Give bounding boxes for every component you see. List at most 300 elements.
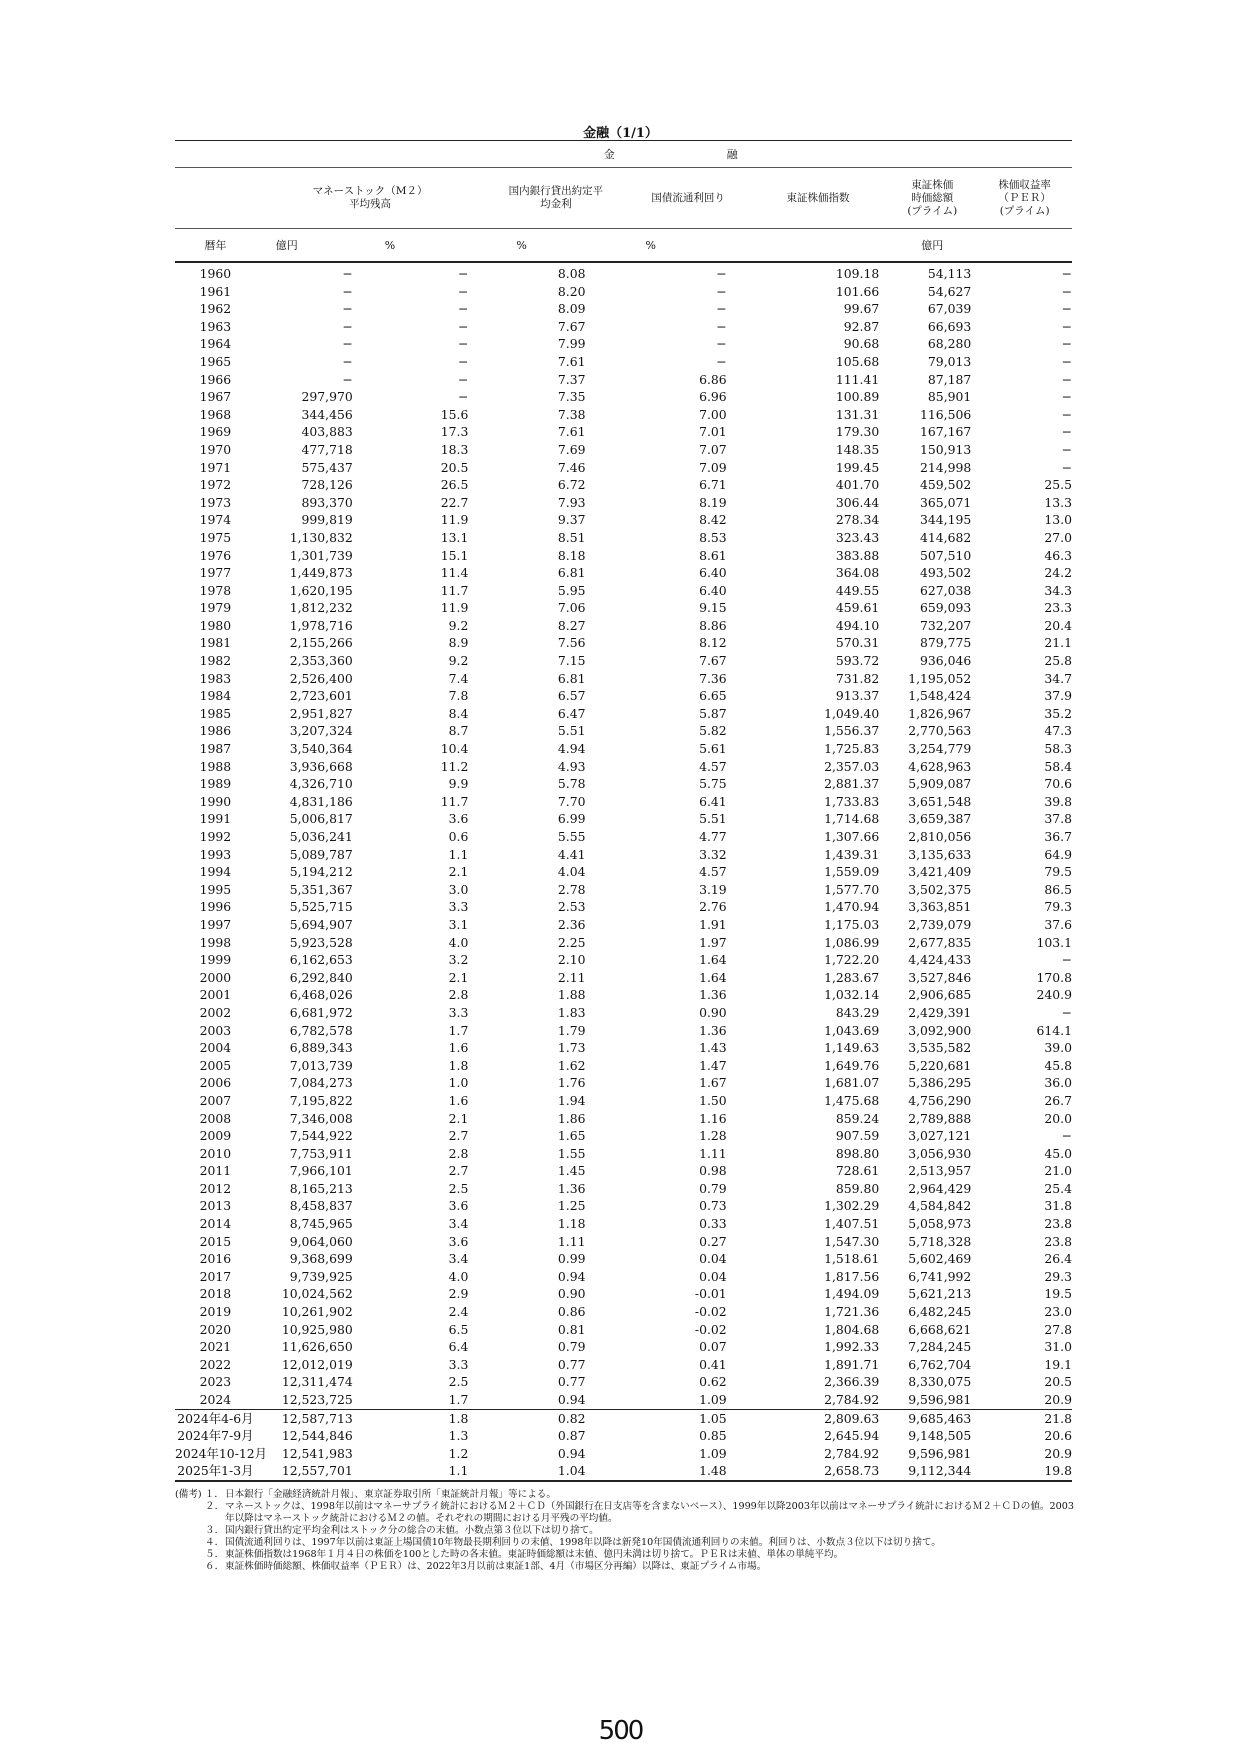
cell-stock-index: 2,784.92 — [824, 1392, 880, 1407]
cell-loan-rate: 7.93 — [557, 494, 586, 510]
cell-year: 1966 — [199, 371, 232, 387]
cell-per: − — [1061, 1128, 1072, 1144]
cell-bond-yield: 5.75 — [699, 776, 727, 792]
note-item — [175, 1501, 1075, 1525]
cell-bond-yield: 8.12 — [699, 635, 727, 651]
cell-money-stock-growth: 3.3 — [448, 899, 469, 915]
cell-stock-index: 1,559.09 — [824, 864, 880, 880]
cell-stock-index: 494.10 — [835, 617, 880, 633]
cell-money-stock: 297,970 — [301, 389, 353, 405]
cell-money-stock-growth: 2.5 — [448, 1374, 469, 1390]
table-row — [175, 1391, 1072, 1409]
cell-market-cap: 6,482,245 — [908, 1304, 972, 1320]
cell-bond-yield: − — [716, 301, 727, 317]
table-row — [175, 775, 1072, 793]
table-row — [175, 828, 1072, 846]
finance-table — [175, 140, 1072, 1482]
cell-per: 20.9 — [1044, 1392, 1072, 1407]
table-row — [175, 1004, 1072, 1022]
cell-loan-rate: 8.51 — [557, 529, 586, 545]
cell-year: 1986 — [199, 723, 232, 739]
cell-market-cap: 214,998 — [920, 459, 972, 475]
cell-money-stock: 7,084,273 — [289, 1075, 353, 1091]
cell-bond-yield: 1.36 — [699, 1022, 727, 1038]
cell-loan-rate: 1.55 — [557, 1145, 586, 1161]
cell-loan-rate: 2.78 — [557, 881, 586, 897]
cell-money-stock-growth: 3.6 — [448, 1198, 469, 1214]
cell-bond-yield: 5.61 — [699, 741, 727, 757]
table-row — [175, 423, 1072, 441]
cell-stock-index: 1,992.33 — [824, 1339, 880, 1355]
cell-stock-index: 1,733.83 — [824, 793, 880, 809]
table-row — [175, 969, 1072, 987]
cell-bond-yield: 1.64 — [699, 952, 727, 968]
cell-money-stock-growth: 2.9 — [448, 1286, 469, 1302]
cell-loan-rate: 1.79 — [557, 1022, 586, 1038]
cell-market-cap: 5,909,087 — [908, 776, 972, 792]
cell-bond-yield: 8.19 — [699, 494, 727, 510]
cell-loan-rate: 7.38 — [557, 406, 586, 422]
table-row — [175, 511, 1072, 529]
table-row — [175, 1022, 1072, 1040]
note-item — [175, 1525, 1075, 1537]
cell-per: − — [1061, 283, 1072, 299]
cell-per: 19.8 — [977, 1462, 1072, 1481]
cell-year: 2001 — [199, 987, 232, 1003]
cell-money-stock: 728,126 — [301, 477, 353, 493]
cell-money-stock: 999,819 — [301, 512, 353, 528]
cell-stock-index: 383.88 — [835, 547, 880, 563]
cell-bond-yield: 8.86 — [699, 617, 727, 633]
cell-money-stock-growth: − — [457, 266, 469, 281]
cell-market-cap: 3,527,846 — [908, 969, 972, 985]
cell-loan-rate: 8.20 — [557, 283, 586, 299]
cell-stock-index: 278.34 — [835, 512, 880, 528]
annual-rows — [175, 262, 1072, 1409]
cell-loan-rate: 1.65 — [557, 1128, 586, 1144]
cell-market-cap: 87,187 — [927, 371, 972, 387]
cell-market-cap: 5,386,295 — [908, 1075, 972, 1091]
cell-bond-yield: 7.36 — [699, 670, 727, 686]
cell-per: 34.3 — [1044, 582, 1072, 598]
cell-bond-yield: 7.09 — [699, 459, 727, 475]
cell-year: 2019 — [199, 1304, 232, 1320]
unit-loan: % — [484, 229, 627, 263]
cell-year: 1994 — [199, 864, 232, 880]
table-row — [175, 388, 1072, 406]
cell-year: 1985 — [199, 705, 232, 721]
table-row — [175, 1215, 1072, 1233]
cell-per: 29.3 — [1044, 1268, 1072, 1284]
cell-per: − — [1061, 336, 1072, 352]
cell-year: 2015 — [199, 1233, 232, 1249]
cell-loan-rate: 7.70 — [557, 793, 586, 809]
cell-bond-yield: 0.98 — [699, 1163, 727, 1179]
table-row — [175, 1074, 1072, 1092]
cell-market-cap: 1,826,967 — [908, 705, 972, 721]
cell-money-stock: 6,292,840 — [289, 969, 353, 985]
cell-per: 36.7 — [1044, 829, 1072, 844]
cell-year: 1988 — [199, 758, 232, 774]
column-header-row — [175, 168, 1072, 229]
cell-bond-yield: 1.91 — [699, 916, 727, 932]
cell-year: 2008 — [199, 1110, 232, 1126]
cell-per: − — [1061, 266, 1072, 281]
table-row — [175, 1285, 1072, 1303]
cell-bond-yield: 4.77 — [699, 829, 727, 844]
table-row — [175, 881, 1072, 899]
header-money-stock: マネーストック（M２） 平均残高 — [312, 185, 428, 210]
cell-per: 23.3 — [1044, 600, 1072, 616]
cell-money-stock-growth: 0.6 — [448, 829, 469, 844]
table-row — [175, 863, 1072, 881]
cell-market-cap: 7,284,245 — [908, 1339, 972, 1355]
cell-money-stock-growth: 3.3 — [448, 1356, 469, 1372]
cell-market-cap: 459,502 — [920, 477, 972, 493]
cell-money-stock-growth: 9.9 — [448, 776, 469, 792]
cell-per: 31.0 — [1044, 1339, 1072, 1355]
cell-per: 58.4 — [1044, 758, 1072, 774]
cell-market-cap: 2,810,056 — [908, 829, 972, 844]
cell-market-cap: 116,506 — [920, 406, 972, 422]
cell-loan-rate: 9.37 — [557, 512, 586, 528]
cell-loan-rate: 1.86 — [557, 1110, 586, 1126]
cell-loan-rate: 5.78 — [557, 776, 586, 792]
cell-bond-yield: 6.96 — [699, 389, 727, 405]
cell-stock-index: 1,722.20 — [824, 952, 880, 968]
cell-bond-yield: 0.07 — [699, 1339, 727, 1355]
cell-market-cap: 67,039 — [927, 301, 972, 317]
cell-money-stock-growth: 3.6 — [448, 811, 469, 827]
cell-money-stock: 1,301,739 — [289, 547, 353, 563]
table-row — [175, 441, 1072, 459]
cell-per: 35.2 — [1044, 705, 1072, 721]
cell-market-cap: 5,718,328 — [908, 1233, 972, 1249]
cell-loan-rate: 1.11 — [557, 1233, 586, 1249]
cell-money-stock-growth: − — [457, 371, 469, 387]
cell-per: 34.7 — [1044, 670, 1072, 686]
cell-market-cap: 507,510 — [920, 547, 972, 563]
table-row — [175, 1039, 1072, 1057]
cell-loan-rate: 8.09 — [557, 301, 586, 317]
cell-year: 2021 — [199, 1339, 232, 1355]
cell-year: 2013 — [199, 1198, 232, 1214]
cell-money-stock: 893,370 — [301, 494, 353, 510]
cell-loan-rate: 0.94 — [557, 1268, 586, 1284]
cell-stock-index: 1,032.14 — [824, 987, 880, 1003]
cell-money-stock: 477,718 — [301, 441, 353, 457]
cell-market-cap: 4,628,963 — [908, 758, 972, 774]
table-row — [175, 916, 1072, 934]
table-row — [175, 1197, 1072, 1215]
cell-market-cap: 3,056,930 — [908, 1145, 972, 1161]
cell-money-stock-growth: − — [457, 336, 469, 352]
cell-bond-yield: 6.40 — [699, 582, 727, 598]
cell-money-stock: 6,681,972 — [289, 1004, 353, 1020]
cell-year: 1993 — [199, 846, 232, 862]
note-item — [175, 1489, 1075, 1501]
cell-money-stock: 12,557,701 — [256, 1462, 383, 1481]
cell-market-cap: 627,038 — [920, 582, 972, 598]
cell-per: − — [1061, 371, 1072, 387]
cell-stock-index: 2,881.37 — [824, 776, 880, 792]
note-number: ４． — [205, 1537, 225, 1548]
cell-per: 45.8 — [1044, 1057, 1072, 1073]
cell-money-stock-growth: 3.4 — [448, 1251, 469, 1267]
cell-stock-index: 1,307.66 — [824, 829, 880, 844]
table-row — [175, 934, 1072, 952]
note-item — [175, 1561, 1075, 1573]
cell-market-cap: 414,682 — [920, 529, 972, 545]
cell-bond-yield: − — [716, 283, 727, 299]
cell-money-stock: − — [342, 318, 353, 334]
cell-stock-index: 90.68 — [843, 336, 880, 352]
cell-money-stock-growth: − — [457, 301, 469, 317]
table-row — [175, 810, 1072, 828]
cell-market-cap: 936,046 — [920, 653, 972, 669]
cell-per: 25.4 — [1044, 1180, 1072, 1196]
cell-per: 58.3 — [1044, 741, 1072, 757]
cell-per: 27.8 — [1044, 1321, 1072, 1337]
cell-per: 23.8 — [1044, 1233, 1072, 1249]
cell-stock-index: 1,804.68 — [824, 1321, 880, 1337]
cell-market-cap: 6,741,992 — [908, 1268, 972, 1284]
cell-money-stock-growth: 7.4 — [448, 670, 469, 686]
group-header-row — [175, 141, 1072, 168]
cell-money-stock-growth: − — [457, 353, 469, 369]
cell-stock-index: 1,086.99 — [824, 934, 880, 950]
cell-per: − — [1061, 441, 1072, 457]
cell-money-stock-growth: 6.5 — [448, 1321, 469, 1337]
table-row — [175, 1268, 1072, 1286]
cell-stock-index: 570.31 — [835, 635, 880, 651]
cell-money-stock: 4,326,710 — [289, 776, 353, 792]
cell-market-cap: 3,027,121 — [908, 1128, 972, 1144]
cell-money-stock: 4,831,186 — [289, 793, 353, 809]
cell-bond-yield: 3.32 — [699, 846, 727, 862]
cell-money-stock: 2,526,400 — [289, 670, 353, 686]
cell-market-cap: 3,421,409 — [908, 864, 972, 880]
cell-market-cap: 5,220,681 — [908, 1057, 972, 1073]
cell-per: 47.3 — [1044, 723, 1072, 739]
cell-bond-yield: 1.97 — [699, 934, 727, 950]
table-row — [175, 459, 1072, 477]
cell-year: 1972 — [199, 477, 232, 493]
cell-money-stock: 3,540,364 — [289, 741, 353, 757]
cell-per: 27.0 — [1044, 529, 1072, 545]
cell-loan-rate: 7.61 — [557, 424, 586, 440]
cell-loan-rate: 7.15 — [557, 653, 586, 669]
cell-market-cap: 9,685,463 — [887, 1409, 977, 1427]
cell-money-stock-growth: 7.8 — [448, 688, 469, 704]
cell-market-cap: 659,093 — [920, 600, 972, 616]
note-number: ２． — [205, 1501, 225, 1512]
cell-loan-rate: 0.82 — [484, 1409, 627, 1427]
cell-market-cap: 2,906,685 — [908, 987, 972, 1003]
cell-stock-index: 364.08 — [835, 565, 880, 581]
cell-money-stock: 7,544,922 — [289, 1128, 353, 1144]
table-row — [175, 634, 1072, 652]
cell-money-stock: − — [342, 266, 353, 281]
cell-money-stock-growth: 3.6 — [448, 1233, 469, 1249]
cell-money-stock-growth: 1.0 — [448, 1075, 469, 1091]
cell-money-stock: 8,165,213 — [289, 1180, 353, 1196]
cell-market-cap: 344,195 — [920, 512, 972, 528]
cell-market-cap: 1,195,052 — [908, 670, 972, 686]
cell-loan-rate: 8.08 — [557, 266, 586, 281]
cell-money-stock-growth: 1.2 — [448, 1445, 469, 1461]
cell-stock-index: 1,470.94 — [824, 899, 880, 915]
cell-year: 2009 — [199, 1128, 232, 1144]
cell-market-cap: 2,739,079 — [908, 916, 972, 932]
cell-loan-rate: 7.67 — [557, 318, 586, 334]
cell-loan-rate: 4.94 — [557, 741, 586, 757]
cell-year: 1984 — [199, 688, 232, 704]
cell-per: 79.5 — [1044, 864, 1072, 880]
cell-loan-rate: 2.25 — [557, 934, 586, 950]
cell-year: 1973 — [199, 494, 232, 510]
cell-market-cap: 4,424,433 — [908, 952, 972, 968]
unit-m2: 億円 — [256, 229, 383, 263]
cell-loan-rate: 6.57 — [557, 688, 586, 704]
cell-bond-yield: 3.19 — [699, 881, 727, 897]
cell-loan-rate: 1.94 — [557, 1092, 586, 1108]
cell-money-stock: 12,587,713 — [256, 1409, 383, 1427]
cell-bond-yield: 8.42 — [699, 512, 727, 528]
cell-money-stock-growth: 2.8 — [448, 987, 469, 1003]
cell-year: 2002 — [199, 1004, 232, 1020]
table-row — [175, 617, 1072, 635]
cell-market-cap: 9,596,981 — [908, 1445, 972, 1461]
cell-per: 37.8 — [1044, 811, 1072, 827]
cell-money-stock: 403,883 — [301, 424, 353, 440]
cell-money-stock: 5,694,907 — [289, 916, 353, 932]
cell-money-stock: 2,723,601 — [289, 688, 353, 704]
cell-loan-rate: 8.27 — [557, 617, 586, 633]
cell-money-stock-growth: 11.2 — [440, 758, 469, 774]
cell-money-stock-growth: 15.1 — [440, 547, 469, 563]
table-row — [175, 793, 1072, 811]
cell-money-stock-growth: 2.8 — [448, 1145, 469, 1161]
cell-market-cap: 3,502,375 — [908, 881, 972, 897]
cell-money-stock-growth: 11.4 — [440, 565, 469, 581]
cell-bond-yield: 1.36 — [699, 987, 727, 1003]
table-row — [175, 705, 1072, 723]
cell-market-cap: 85,901 — [927, 389, 972, 405]
cell-market-cap: 54,627 — [927, 283, 972, 299]
cell-money-stock: 7,966,101 — [289, 1163, 353, 1179]
cell-stock-index: 306.44 — [835, 494, 880, 510]
cell-bond-yield: 1.28 — [699, 1128, 727, 1144]
cell-year: 1996 — [199, 899, 232, 915]
table-row — [175, 1356, 1072, 1374]
cell-money-stock-growth: 2.1 — [448, 1110, 469, 1126]
cell-per: 20.0 — [1044, 1110, 1072, 1126]
table-row — [175, 1373, 1072, 1391]
cell-stock-index: 1,649.76 — [824, 1057, 880, 1073]
cell-stock-index: 100.89 — [835, 389, 880, 405]
cell-year: 1980 — [199, 617, 232, 633]
cell-bond-yield: -0.02 — [694, 1304, 727, 1320]
cell-market-cap: 4,584,842 — [908, 1198, 972, 1214]
cell-stock-index: 1,577.70 — [824, 881, 880, 897]
note-text: マネーストックは、1998年以前はマネーサプライ統計におけるＭ２＋ＣＤ（外国銀行在日支店等を含まないベース）、1999年以降2003年以前はマネーサプライ統計におけるＭ２＋ＣＤの値。2003年以降はマネーストック統計におけるＭ２の値。それぞれの期間における月平残の平均値。 — [225, 1501, 1074, 1524]
cell-bond-yield: -0.02 — [694, 1321, 727, 1337]
cell-loan-rate: 0.90 — [557, 1286, 586, 1302]
cell-market-cap: 9,148,505 — [908, 1428, 972, 1444]
cell-loan-rate: 4.93 — [557, 758, 586, 774]
cell-market-cap: 3,092,900 — [908, 1022, 972, 1038]
cell-bond-yield: 5.51 — [699, 811, 727, 827]
cell-bond-yield: 1.43 — [699, 1040, 727, 1056]
cell-stock-index: 99.67 — [843, 301, 880, 317]
cell-money-stock: 5,036,241 — [289, 829, 353, 844]
cell-loan-rate: 0.81 — [557, 1321, 586, 1337]
cell-year: 1997 — [199, 916, 232, 932]
table-row — [175, 1338, 1072, 1356]
cell-bond-yield: 8.61 — [699, 547, 727, 563]
cell-bond-yield: 4.57 — [699, 864, 727, 880]
cell-money-stock: 2,951,827 — [289, 705, 353, 721]
note-number: (備考) １． — [175, 1489, 224, 1500]
cell-money-stock: 9,739,925 — [289, 1268, 353, 1284]
cell-money-stock: 575,437 — [301, 459, 353, 475]
quarter-row — [175, 1427, 1072, 1445]
cell-stock-index: 728.61 — [835, 1163, 880, 1179]
cell-bond-yield: 1.11 — [699, 1145, 727, 1161]
table-row — [175, 758, 1072, 776]
cell-per: 79.3 — [1044, 899, 1072, 915]
cell-loan-rate: 2.53 — [557, 899, 586, 915]
cell-year: 1970 — [199, 441, 232, 457]
quarter-rows — [175, 1409, 1072, 1481]
cell-stock-index: 1,407.51 — [824, 1216, 880, 1232]
cell-bond-yield: 4.57 — [699, 758, 727, 774]
cell-bond-yield: 0.79 — [699, 1180, 727, 1196]
cell-per: − — [1061, 1004, 1072, 1020]
cell-year: 2003 — [199, 1022, 232, 1038]
cell-stock-index: 731.82 — [835, 670, 880, 686]
cell-market-cap: 3,535,582 — [908, 1040, 972, 1056]
cell-year: 1995 — [199, 881, 232, 897]
table-row — [175, 1250, 1072, 1268]
cell-market-cap: 3,659,387 — [908, 811, 972, 827]
cell-loan-rate: 1.76 — [557, 1075, 586, 1091]
cell-stock-index: 2,658.73 — [749, 1462, 888, 1481]
cell-loan-rate: 7.56 — [557, 635, 586, 651]
cell-money-stock: 1,130,832 — [289, 529, 353, 545]
cell-money-stock-growth: 2.7 — [448, 1128, 469, 1144]
cell-bond-yield: 1.09 — [699, 1392, 727, 1407]
cell-money-stock: 12,311,474 — [281, 1374, 353, 1390]
unit-bond: % — [627, 229, 748, 263]
cell-loan-rate: 0.77 — [557, 1374, 586, 1390]
cell-market-cap: 5,602,469 — [908, 1251, 972, 1267]
table-row — [175, 687, 1072, 705]
cell-bond-yield: 8.53 — [699, 529, 727, 545]
cell-money-stock: 6,468,026 — [289, 987, 353, 1003]
cell-bond-yield: 0.33 — [699, 1216, 727, 1232]
cell-money-stock-growth: 8.9 — [448, 635, 469, 651]
cell-stock-index: 109.18 — [835, 266, 880, 281]
cell-stock-index: 131.31 — [835, 406, 880, 422]
note-text: 国債流通利回りは、1997年以前は東証上場国債10年物最長期利回りの末値、1998年以降は新発10年国債流通利回りの末値。利回りは、小数点３位以下は切り捨て。 — [225, 1537, 941, 1548]
cell-market-cap: 2,677,835 — [908, 934, 972, 950]
cell-loan-rate: 7.35 — [557, 389, 586, 405]
cell-money-stock-growth: 18.3 — [440, 441, 469, 457]
cell-year: 2004 — [199, 1040, 232, 1056]
cell-per: 20.6 — [1044, 1428, 1072, 1444]
